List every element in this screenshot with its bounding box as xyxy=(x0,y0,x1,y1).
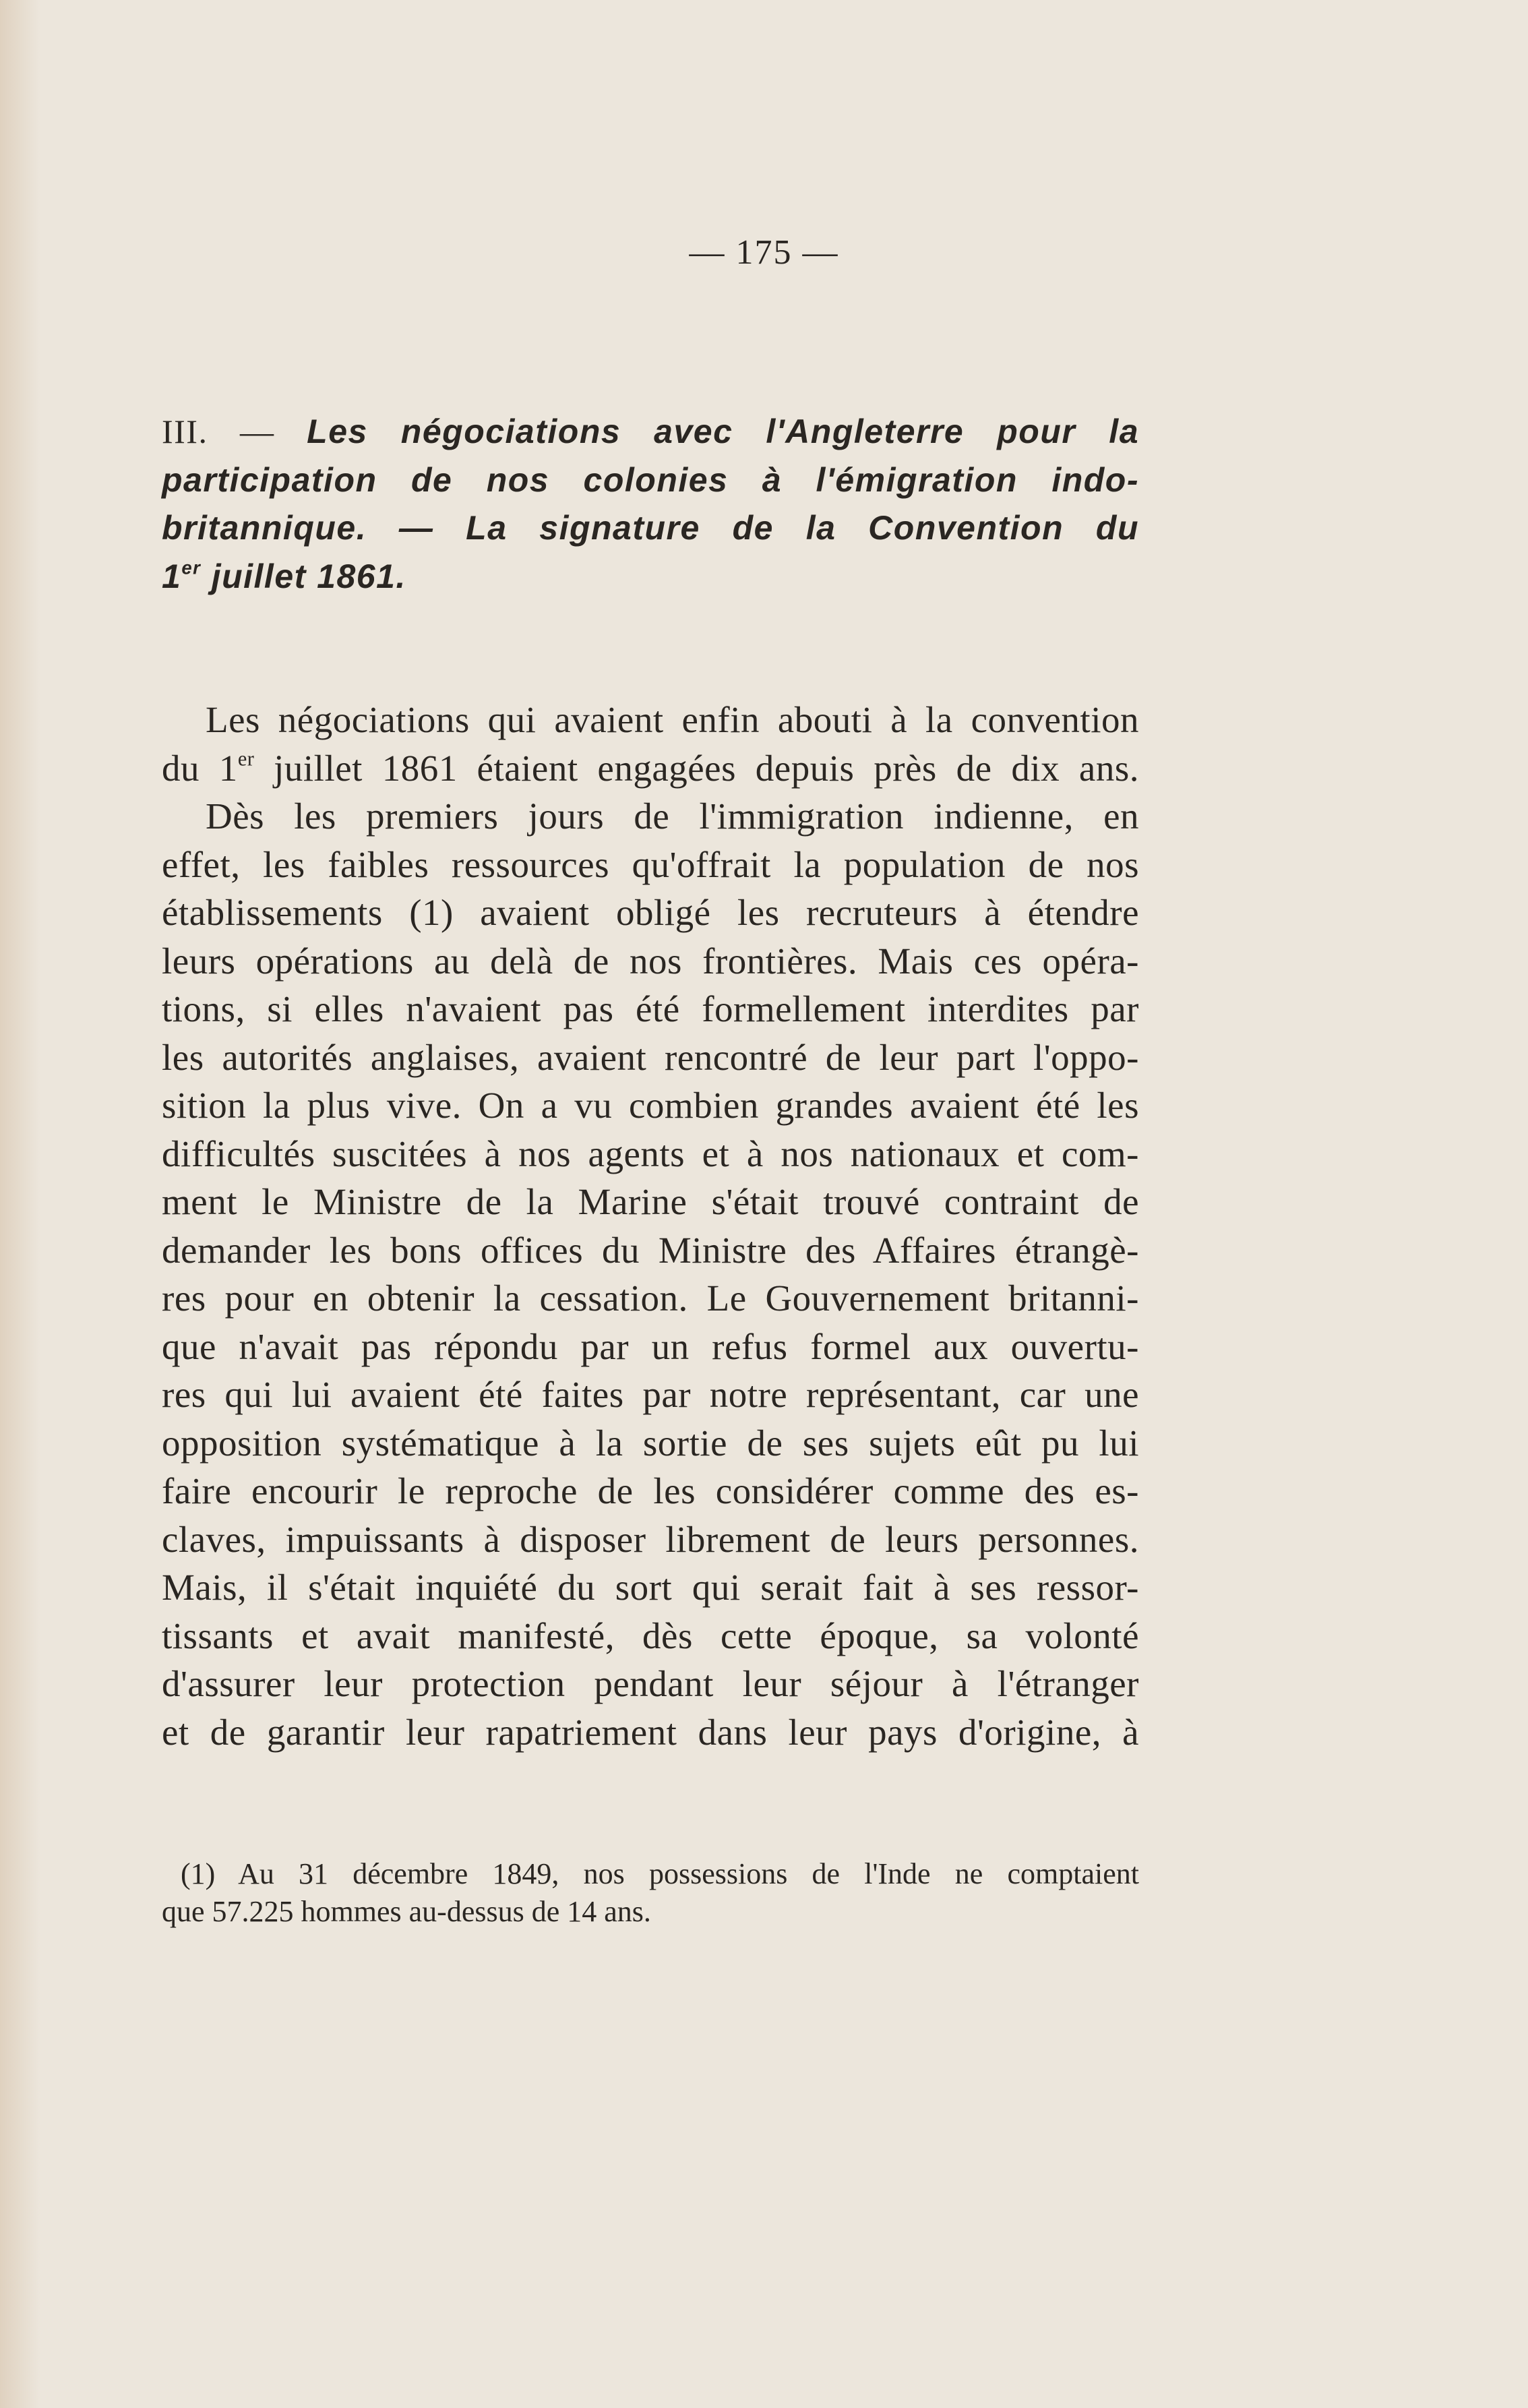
body-line: res pour en obtenir la cessation. Le Gouvernement britanni- xyxy=(162,1277,1139,1319)
footnote-line-2: que 57.225 hommes au-dessus de 14 ans. xyxy=(162,1895,651,1928)
section-numeral: III. — xyxy=(162,413,307,450)
page-number: — 175 — xyxy=(689,233,839,272)
ordinal-sup: er xyxy=(237,746,255,770)
body-line: Dès les premiers jours de l'immigration indienne, en xyxy=(206,795,1139,837)
body-line: tions, si elles n'avaient pas été formellement interdites par xyxy=(162,988,1139,1029)
body-line: d'assurer leur protection pendant leur séjour à l'étranger xyxy=(162,1663,1139,1704)
body-line: claves, impuissants à disposer librement de leurs personnes. xyxy=(162,1518,1139,1560)
body-line: Mais, il s'était inquiété du sort qui serait fait à ses ressor- xyxy=(162,1567,1139,1608)
footnote-line-1: (1) Au 31 décembre 1849, nos possessions de l'Inde ne comptaient xyxy=(181,1857,1139,1890)
body-line xyxy=(162,744,1139,793)
body-line: et de garantir leur rapatriement dans leur pays d'origine, à xyxy=(162,1711,1139,1753)
heading-ordinal: er xyxy=(181,556,202,578)
heading-date-rest: juillet 1861. xyxy=(201,557,406,595)
body-line: que n'avait pas répondu par un refus formel aux ouvertu- xyxy=(162,1325,1139,1367)
heading-line-3: britannique. — La signature de la Convention du xyxy=(162,509,1139,547)
body-line: tissants et avait manifesté, dès cette époque, sa volonté xyxy=(162,1615,1139,1656)
body-line: difficultés suscitées à nos agents et à nos nationaux et com- xyxy=(162,1133,1139,1174)
page-edge-shadow xyxy=(0,0,40,2408)
body-line: ment le Ministre de la Marine s'était trouvé contraint de xyxy=(162,1181,1139,1222)
body-line: demander les bons offices du Ministre des Affaires étrangè- xyxy=(162,1229,1139,1271)
heading-line-1 xyxy=(162,408,1139,456)
body-line: sition la plus vive. On a vu combien grandes avaient été les xyxy=(162,1085,1139,1126)
body-line-2-rest: juillet 1861 étaient engagées depuis près de dix ans. xyxy=(254,747,1139,789)
heading-text-1: Les négociations avec l'Angleterre pour la xyxy=(307,413,1140,450)
body-line: res qui lui avaient été faites par notre représentant, car une xyxy=(162,1374,1139,1415)
body-line: établissements (1) avaient obligé les recruteurs à étendre xyxy=(162,892,1139,933)
body-line: effet, les faibles ressources qu'offrait la population de nos xyxy=(162,843,1139,885)
body-line-2-prefix: du 1 xyxy=(162,747,238,789)
section-heading xyxy=(162,408,1139,601)
body-line: faire encourir le reproche de les considérer comme des es- xyxy=(162,1470,1139,1511)
heading-day: 1 xyxy=(162,557,182,595)
footnote xyxy=(162,1855,1139,1931)
body-line: opposition systématique à la sortie de ses sujets eût pu lui xyxy=(162,1422,1139,1464)
heading-line-2: participation de nos colonies à l'émigration indo- xyxy=(162,460,1139,499)
body-line: leurs opérations au delà de nos frontières. Mais ces opéra- xyxy=(162,940,1139,982)
body-line: Les négociations qui avaient enfin abouti à la convention xyxy=(206,699,1139,740)
body-text xyxy=(162,696,1139,1756)
body-line: les autorités anglaises, avaient rencontré de leur part l'oppo- xyxy=(162,1036,1139,1078)
heading-line-4 xyxy=(162,553,1139,601)
